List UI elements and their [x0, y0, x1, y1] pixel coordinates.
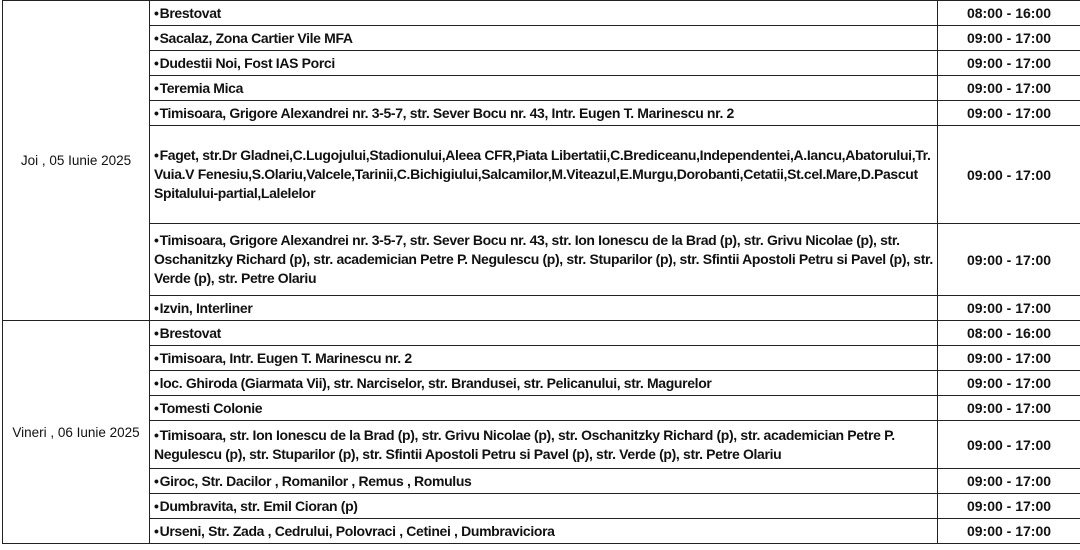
table-row [3, 126, 1080, 224]
hours-cell: 09:00 - 17:00 [938, 101, 1080, 126]
table-row [3, 26, 1080, 51]
location-cell: •Brestovat [150, 321, 938, 346]
location-cell: •Timisoara, str. Ion Ionescu de la Brad (p), str. Grivu Nicolae (p), str. Oschanitzky Richard (p), str. academician Petre P. Negulescu (p), str. Stuparilor (p), str. Sfintii Apostoli Petru si Pavel (p), str. Verde (p), str. Petre Olariu [150, 421, 938, 469]
hours-cell: 09:00 - 17:00 [938, 296, 1080, 321]
hours-cell: 09:00 - 17:00 [938, 469, 1080, 494]
table-row [3, 101, 1080, 126]
location-cell: •Sacalaz, Zona Cartier Vile MFA [150, 26, 938, 51]
table-row [3, 346, 1080, 371]
location-cell: •Faget, str.Dr Gladnei,C.Lugojului,Stadionului,Aleea CFR,Piata Libertatii,C.Brediceanu,Independentei,A.Iancu,Abatorului,Tr. Vuia.V Fenesiu,S.Olariu,Valcele,Tarinii,C.Bichigiului,Salcamilor,M.Viteazul,E.Murgu,Dorobanti,Cetatii,St.cel.Mare,D.Pascut Spitalului-partial,Lalelelor [150, 126, 938, 224]
table-row [3, 321, 1080, 346]
location-cell: •loc. Ghiroda (Giarmata Vii), str. Narciselor, str. Brandusei, str. Pelicanului, str. Magurelor [150, 371, 938, 396]
hours-cell: 09:00 - 17:00 [938, 371, 1080, 396]
hours-cell: 09:00 - 17:00 [938, 26, 1080, 51]
table-row [3, 1, 1080, 26]
date-cell: Joi , 05 Iunie 2025 [3, 1, 150, 321]
table-row [3, 494, 1080, 519]
table-row [3, 469, 1080, 494]
location-cell: •Giroc, Str. Dacilor , Romanilor , Remus , Romulus [150, 469, 938, 494]
date-cell: Vineri , 06 Iunie 2025 [3, 321, 150, 544]
location-cell: •Brestovat [150, 1, 938, 26]
hours-cell: 09:00 - 17:00 [938, 126, 1080, 224]
hours-cell: 09:00 - 17:00 [938, 396, 1080, 421]
table-row [3, 224, 1080, 296]
table-row [3, 76, 1080, 101]
hours-cell: 09:00 - 17:00 [938, 519, 1080, 544]
hours-cell: 09:00 - 17:00 [938, 76, 1080, 101]
hours-cell: 08:00 - 16:00 [938, 321, 1080, 346]
hours-cell: 09:00 - 17:00 [938, 421, 1080, 469]
hours-cell: 09:00 - 17:00 [938, 224, 1080, 296]
table-row [3, 519, 1080, 544]
hours-cell: 09:00 - 17:00 [938, 494, 1080, 519]
location-cell: •Dumbravita, str. Emil Cioran (p) [150, 494, 938, 519]
table-row [3, 296, 1080, 321]
location-cell: •Urseni, Str. Zada , Cedrului, Polovraci , Cetinei , Dumbraviciora [150, 519, 938, 544]
table-row [3, 371, 1080, 396]
location-cell: •Timisoara, Grigore Alexandrei nr. 3-5-7, str. Sever Bocu nr. 43, Intr. Eugen T. Marinescu nr. 2 [150, 101, 938, 126]
hours-cell: 08:00 - 16:00 [938, 1, 1080, 26]
location-cell: •Tomesti Colonie [150, 396, 938, 421]
location-cell: •Izvin, Interliner [150, 296, 938, 321]
hours-cell: 09:00 - 17:00 [938, 346, 1080, 371]
outage-schedule-table [2, 0, 1080, 544]
location-cell: •Timisoara, Grigore Alexandrei nr. 3-5-7, str. Sever Bocu nr. 43, str. Ion Ionescu de la Brad (p), str. Grivu Nicolae (p), str. Oschanitzky Richard (p), str. academician Petre P. Negulescu (p), str. Stuparilor (p), str. Sfintii Apostoli Petru si Pavel (p), str. Verde (p), str. Petre Olariu [150, 224, 938, 296]
location-cell: •Dudestii Noi, Fost IAS Porci [150, 51, 938, 76]
location-cell: •Teremia Mica [150, 76, 938, 101]
table-row [3, 421, 1080, 469]
location-cell: •Timisoara, Intr. Eugen T. Marinescu nr. 2 [150, 346, 938, 371]
hours-cell: 09:00 - 17:00 [938, 51, 1080, 76]
table-row [3, 51, 1080, 76]
table-row [3, 396, 1080, 421]
